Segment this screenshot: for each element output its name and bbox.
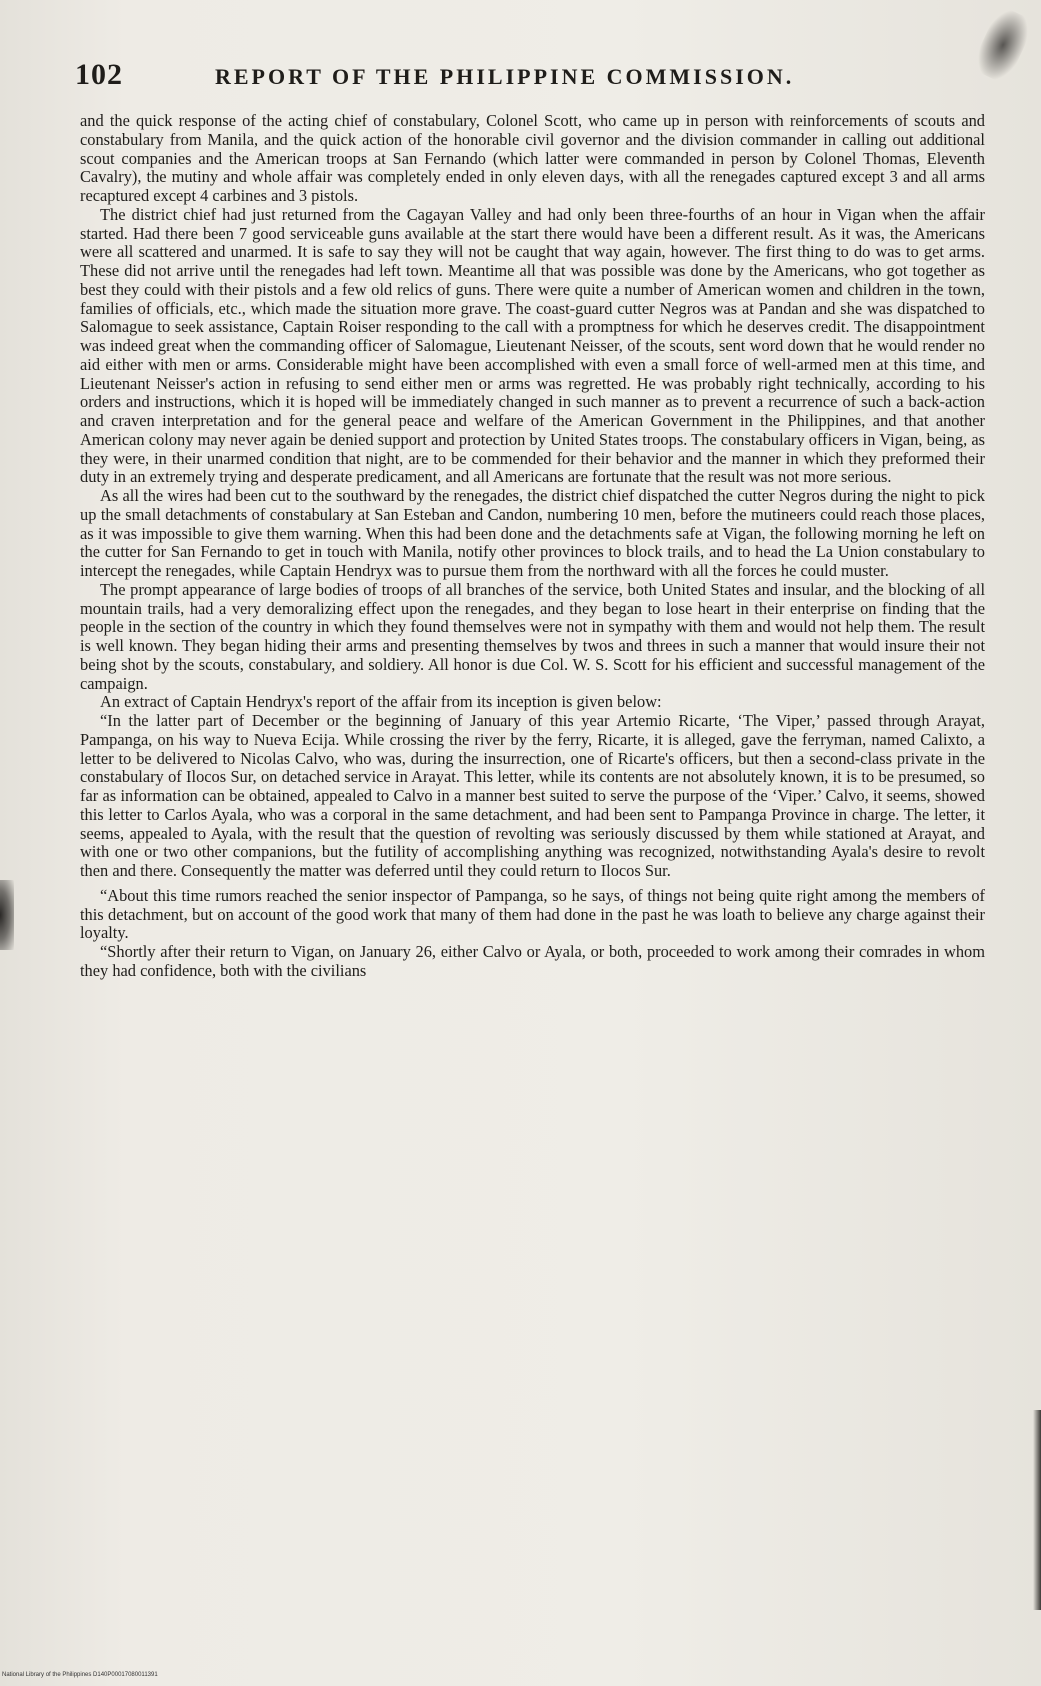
scan-smudge <box>970 5 1036 85</box>
quoted-paragraph: “About this time rumors reached the senior inspector of Pampanga, so he says, of things not being quite right among the members of this detachment, but on account of the good work that many of them had done in the past he was loath to believe any charge against their loyalty. <box>80 885 985 943</box>
body-text <box>80 112 985 1662</box>
paragraph: and the quick response of the acting chief of constabulary, Colonel Scott, who came up in person with reinforcements of scouts and constabulary from Manila, and the quick action of the honorable civil governor and the division commander in calling out additional scout companies and the American troops at San Fernando (which latter were commanded in person by Colonel Thomas, Eleventh Cavalry), the mutiny and whole affair was completely ended in only eleven days, with all the renegades captured except 3 and all arms recaptured except 4 carbines and 3 pistols. <box>80 112 985 205</box>
scan-edge-shadow <box>0 880 14 950</box>
scan-edge-shadow <box>1033 1410 1041 1610</box>
paragraph: The prompt appearance of large bodies of troops of all branches of the service, both United States and insular, and the blocking of all mountain trails, had a very demoralizing effect upon the renegades, and they began to lose heart in their enterprise on finding that the people in the section of the country in which they found themselves were not in sympathy with them and would not help them. The result is well known. They began hiding their arms and presenting themselves by twos and threes in such a manner that would insure their not being shot by the scouts, constabulary, and soldiery. All honor is due Col. W. S. Scott for his efficient and successful management of the campaign. <box>80 579 985 693</box>
quoted-paragraph: “Shortly after their return to Vigan, on January 26, either Calvo or Ayala, or both, proceeded to work among their comrades in whom they had confidence, both with the civilians <box>80 942 985 980</box>
paragraph: An extract of Captain Hendryx's report of the affair from its inception is given below: <box>100 692 662 712</box>
paragraph: The district chief had just returned from the Cagayan Valley and had only been three-fourths of an hour in Vigan when the affair started. Had there been 7 good serviceable guns available at the start there would have been a different result. As it was, the Americans were all scattered and unarmed. It is safe to say they will not be caught that way again, however. The first thing to do was to get arms. These did not arrive until the renegades had left town. Meantime all that was possible was done by the Americans, who got together as best they could with their pistols and a few old relics of guns. There were quite a number of American women and children in the town, families of officials, etc., which made the situation more grave. The coast-guard cutter Negros was at Pandan and she was dispatched to Salomague to seek assistance, Captain Roiser responding to the call with a promptness for which he deserves credit. The disappointment was indeed great when the commanding officer of Salomague, Lieutenant Neisser, of the scouts, sent word down that he would render no aid either with men or arms. Considerable might have been accomplished with even a small force of well-armed men at this time, and Lieutenant Neisser's action in refusing to send either men or arms was regretted. He was probably right technically, according to his orders and instructions, which it is hoped will be immediately changed in such manner as to prevent a recurrence of such a back-action and craven interpretation and for the general peace and welfare of the American Government in the Philippines, and that another American colony may never again be denied support and protection by United States troops. The constabulary officers in Vigan, being, as they were, in their unarmed condition that night, are to be commended for their behavior and the manner in which they preformed their duty in an extremely trying and desperate predicament, and all Americans are fortunate that the result was not more serious. <box>80 204 985 487</box>
quoted-paragraph: “In the latter part of December or the beginning of January of this year Artemio Ricarte, ‘The Viper,’ passed through Arayat, Pampanga, on his way to Nueva Ecija. While crossing the river by the ferry, Ricarte, it is alleged, gave the ferryman, named Calixto, a letter to be delivered to Nicolas Calvo, who was, during the insurrection, one of Ricarte's officers, but then a second-class private in the constabulary of Ilocos Sur, on detached service in Arayat. This letter, while its contents are not absolutely known, it is to be presumed, so far as information can be obtained, appealed to Calvo in a manner best suited to serve the purpose of the ‘Viper.’ Calvo, it seems, showed this letter to Carlos Ayala, who was a corporal in the same detachment, and had been sent to Pampanga Province in charge. The letter, it seems, appealed to Ayala, with the result that the question of revolting was seriously discussed by them while stationed at Arayat, and with one or two other companions, but the futility of accomplishing anything was recognized, notwithstanding Ayala's desire to revolt then and there. Consequently the matter was deferred until they could return to Ilocos Sur. <box>80 711 985 880</box>
scan-credit: National Library of the Philippines D140P00017080011391 <box>2 1672 158 1678</box>
page-number: 102 <box>75 58 123 91</box>
running-head: REPORT OF THE PHILIPPINE COMMISSION. <box>215 64 795 89</box>
page-header <box>75 58 975 98</box>
paragraph: As all the wires had been cut to the southward by the renegades, the district chief dispatched the cutter Negros during the night to pick up the small detachments of constabulary at San Esteban and Candon, numbering 10 men, before the mutineers could reach those places, as it was impossible to give them warning. When this had been done and the detachments safe at Vigan, the following morning he left on the cutter for San Fernando to get in touch with Manila, notify other provinces to block trails, and to head the La Union constabulary to intercept the renegades, while Captain Hendryx was to pursue them from the northward with all the forces he could muster. <box>80 486 985 580</box>
